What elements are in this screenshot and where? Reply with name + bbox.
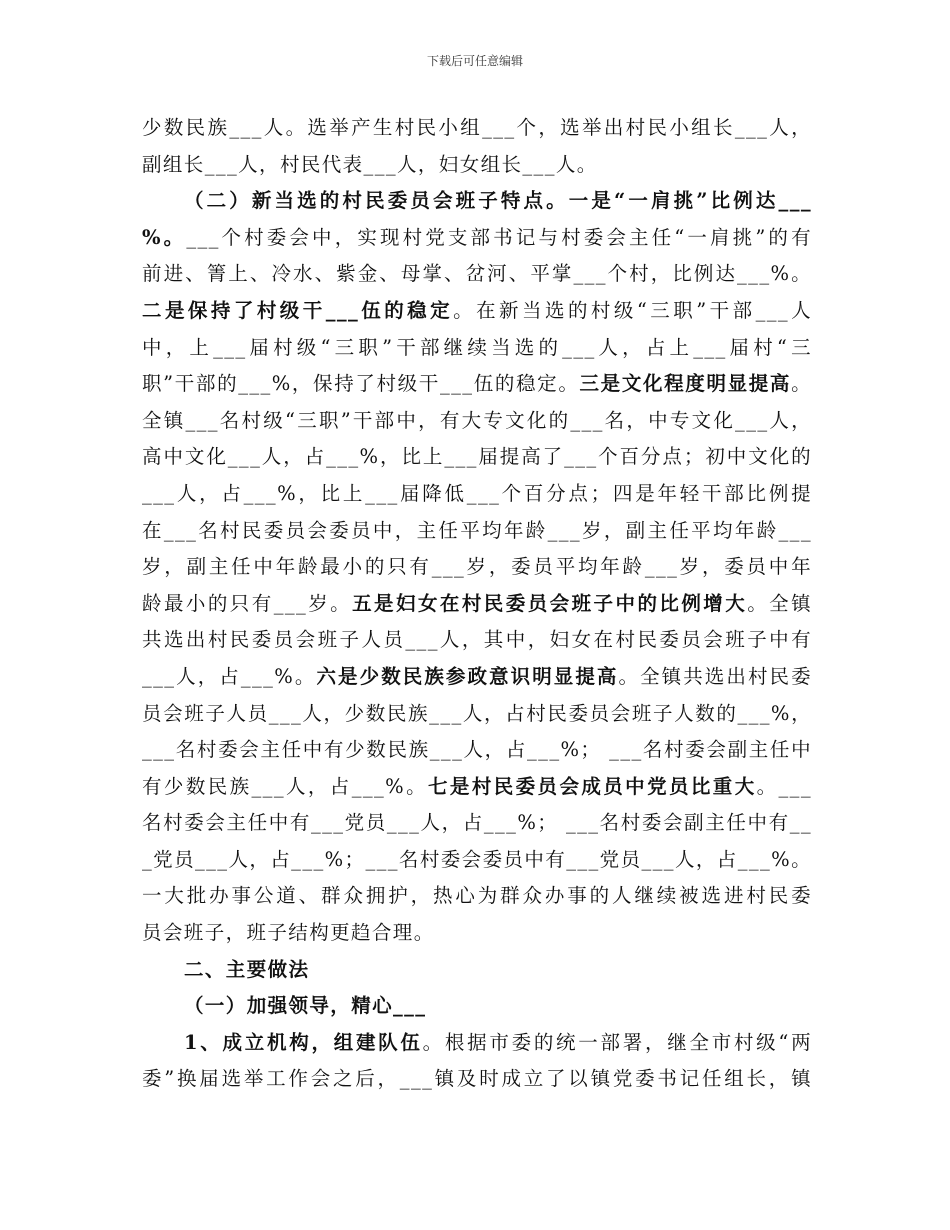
text-span: 副组长___人，村民代表___人，妇女组长___人。 — [142, 152, 598, 176]
text-span: 少数民族___人。选举产生村民小组___个，选举出村民小组长___人， — [142, 116, 812, 139]
text-line — [142, 769, 812, 806]
text-span: 委”换届选举工作会之后，___镇及时成立了以镇党委书记任组长，镇 — [142, 1067, 812, 1091]
text-line — [142, 183, 812, 220]
text-span: 有少数民族___人，占___%。 — [142, 774, 429, 798]
text-span: 中，上___届村级“三职”干部继续当选的___人，占上___届村“三 — [142, 335, 812, 359]
text-line — [142, 110, 812, 147]
bold-text: 二、主要做法 — [184, 957, 310, 981]
text-span: 职”干部的___%，保持了村级干___伍的稳定。 — [142, 372, 580, 396]
bold-text: 六是少数民族参政意识明显提高 — [316, 664, 619, 688]
text-line — [142, 439, 812, 476]
text-line — [142, 1025, 812, 1062]
text-line — [142, 988, 812, 1025]
bold-text: 1、成立机构，组建队伍 — [184, 1030, 423, 1054]
bold-text: 七是村民委员会成员中党员比重大 — [428, 774, 757, 798]
text-line — [142, 952, 812, 989]
text-span: 。在新当选的村级“三职”干部___人 — [453, 298, 812, 322]
text-line — [142, 147, 812, 184]
text-line — [142, 256, 812, 293]
text-line — [142, 805, 812, 842]
page-header: 下载后可任意编辑 — [426, 54, 523, 68]
text-span: _党员___人，占___%；___名村委会委员中有___党员___人，占___%。 — [142, 847, 812, 871]
text-span: 名村委会主任中有___党员___人，占___%； ___名村委会副主任中有__ — [142, 811, 812, 835]
text-span: 。全镇 — [747, 591, 812, 615]
text-line — [142, 403, 812, 440]
text-line — [142, 293, 812, 330]
text-line — [142, 220, 812, 257]
text-line — [142, 330, 812, 367]
bold-text: （二）新当选的村民委员会班子特点。一是“一肩挑”比例达___ — [184, 189, 812, 213]
text-span: ___个村委会中，实现村党支部书记与村委会主任“一肩挑”的有 — [186, 225, 812, 249]
text-span: 员会班子人员___人，少数民族___人，占村民委员会班子人数的___%， — [142, 701, 812, 725]
text-span: ___人，占___%，比上___届降低___个百分点；四是年轻干部比例提 — [142, 481, 812, 505]
document-body — [142, 110, 812, 1098]
text-line — [142, 549, 812, 586]
bold-text: 五是妇女在村民委员会班子中的比例增大 — [352, 591, 748, 615]
text-span: 龄最小的只有___岁。 — [142, 591, 353, 615]
text-line — [142, 732, 812, 769]
text-span: 共选出村民委员会班子人员___人，其中，妇女在村民委员会班子中有 — [142, 628, 812, 652]
text-line — [142, 476, 812, 513]
bold-text: （一）加强领导，精心___ — [184, 994, 427, 1018]
text-span: 一大批办事公道、群众拥护，热心为群众办事的人继续被选进村民委 — [142, 884, 812, 908]
text-line — [142, 842, 812, 879]
text-span: 员会班子，班子结构更趋合理。 — [142, 921, 435, 945]
text-span: 岁，副主任中年龄最小的只有___岁，委员平均年龄___岁，委员中年 — [142, 555, 812, 579]
text-line — [142, 696, 812, 733]
bold-text: %。 — [142, 225, 187, 249]
text-span: ___名村委会主任中有少数民族___人，占___%； ___名村委会副主任中 — [142, 738, 812, 762]
text-line — [142, 366, 812, 403]
text-line — [142, 915, 812, 952]
text-line — [142, 659, 812, 696]
text-span: 高中文化___人，占___%，比上___届提高了___个百分点；初中文化的 — [142, 445, 812, 469]
text-line — [142, 622, 812, 659]
text-span: 前进、箐上、冷水、紫金、母掌、岔河、平掌___个村，比例达___%。 — [142, 262, 812, 286]
bold-text: 三是文化程度明显提高 — [579, 372, 792, 396]
text-span: ___人，占___%。 — [142, 664, 317, 688]
text-span: 。 — [791, 372, 812, 396]
text-span: 。全镇共选出村民委 — [618, 664, 812, 688]
text-span: 。___ — [756, 774, 812, 798]
text-line — [142, 586, 812, 623]
text-span: 在___名村民委员会委员中，主任平均年龄___岁，副主任平均年龄___ — [142, 518, 812, 542]
text-span: 全镇___名村级“三职”干部中，有大专文化的___名，中专文化___人， — [142, 408, 812, 432]
text-line — [142, 1061, 812, 1098]
bold-text: 二是保持了村级干___伍的稳定 — [142, 298, 454, 322]
text-line — [142, 878, 812, 915]
text-line — [142, 513, 812, 550]
text-span: 。根据市委的统一部署，继全市村级“两 — [422, 1030, 812, 1054]
